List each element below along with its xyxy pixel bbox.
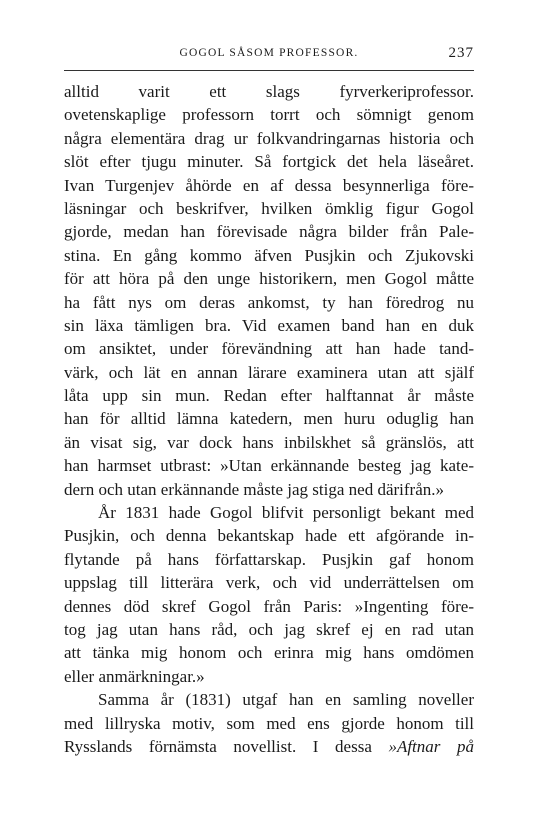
text-line: eller anmärkningar.» [64,666,205,686]
text-line: stina. En gång kommo äfven Pusjkin och Zjukovski [64,245,474,265]
text-line: med lillryska motiv, som med ens gjorde honom till [64,713,474,733]
text-line: År 1831 hade Gogol blifvit personligt bekant med [98,503,474,523]
text-line: sin läxa tämligen bra. Vid examen band han en duk [64,315,474,335]
text-line: Samma år (1831) utgaf han en samling noveller [98,690,474,710]
text-line: för att höra på den unge historikern, men Gogol måtte [64,269,474,289]
running-head [64,47,474,67]
text-line: han harmset utbrast: »Utan erkännande besteg jag kate- [64,456,474,476]
page-number: 237 [448,45,474,61]
text-line: uppslag till litterära verk, och vid underrättelsen om [64,573,474,593]
text-line: flytande på hans författarskap. Pusjkin gaf honom [64,549,474,569]
text-line-roman: Rysslands förnämsta novellist. I dessa [64,736,389,756]
text-line: låta upp sin mun. Redan efter halftannat år måste [64,386,474,406]
text-line [64,735,474,758]
text-line: slöt efter tjugu minuter. Så fortgick det hela läseåret. [64,152,474,172]
text-line: Ivan Turgenjev åhörde en af dessa besynnerliga före- [64,175,474,195]
text-line: läsningar och beskrifver, hvilken ömklig figur Gogol [64,198,474,218]
header-rule [64,70,474,71]
text-line: Pusjkin, och denna bekantskap hade ett afgörande in- [64,526,474,546]
body-text [64,80,474,758]
text-line: om ansiktet, under förevändning att han hade tand- [64,339,474,359]
text-line: tog jag utan hans råd, och jag skref ej en rad utan [64,619,474,639]
text-line: ha fått nys om deras ankomst, ty han föredrog nu [64,292,474,312]
text-line: gjorde, medan han förevisade några bilder från Pale- [64,222,474,242]
running-head-title: GOGOL SÅSOM PROFESSOR. [179,47,359,59]
text-line: dern och utan erkännande måste jag stiga ned därifrån.» [64,479,444,499]
text-line: värk, och lät en annan lärare examinera utan att själf [64,362,474,382]
text-line: än visat sig, var dock hans inbilskhet så gränslös, att [64,432,474,452]
text-line: han för alltid lämna katedern, men huru oduglig han [64,409,474,429]
book-title-italic: »Aftnar på [388,736,474,756]
text-line: dennes död skref Gogol från Paris: »Ingenting före- [64,596,474,616]
text-line: några elementära drag ur folkvandringarnas historia och [64,128,474,148]
text-line: att tänka mig honom och erinra mig hans omdömen [64,643,474,663]
text-line: alltid varit ett slags fyrverkeriprofessor. [64,82,474,101]
text-line: ovetenskaplige professorn torrt och sömnigt genom [64,105,474,125]
